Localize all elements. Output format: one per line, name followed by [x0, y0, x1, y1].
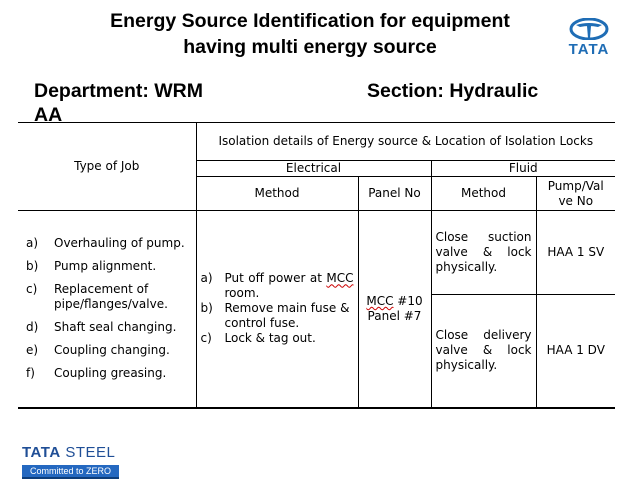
job-list-cell: [18, 211, 196, 408]
tata-steel-footer-logo: [22, 444, 119, 479]
department-label: Department: WRM: [34, 80, 203, 102]
type-of-job-header: Type of Job: [18, 123, 196, 211]
fluid-method-suction: Close suction valve & lock physically.: [431, 211, 536, 295]
list-item: a) Overhauling of pump.: [26, 236, 185, 251]
fluid-method-delivery: Close delivery valve & lock physically.: [431, 295, 536, 408]
panel-no-header: Panel No: [358, 177, 431, 211]
footer-tagline: Committed to ZERO: [22, 465, 119, 479]
footer-brand: TATA STEEL: [22, 444, 116, 461]
list-item: c) Replacement of pipe/flanges/valve.: [26, 282, 168, 312]
title-line-1: Energy Source Identification for equipment: [110, 10, 510, 32]
list-item: b) Pump alignment.: [26, 259, 157, 274]
title-line-2: having multi energy source: [183, 36, 437, 58]
department-continued: AA: [34, 104, 63, 126]
list-item: f) Coupling greasing.: [26, 366, 167, 381]
electrical-method-cell: [196, 211, 358, 408]
electrical-method-header: Method: [196, 177, 358, 211]
isolation-details-header: Isolation details of Energy source & Location of Isolation Locks: [196, 123, 615, 161]
pump-valve-suction: HAA 1 SV: [536, 211, 615, 295]
slide-title: [60, 8, 560, 60]
fluid-method-header: Method: [431, 177, 536, 211]
panel-no-cell: MCC #10 Panel #7: [358, 211, 431, 408]
pump-valve-delivery: HAA 1 DV: [536, 295, 615, 408]
list-item: b) Remove main fuse & control fuse.: [200, 301, 350, 331]
electrical-header: Electrical: [196, 161, 431, 177]
list-item: c) Lock & tag out.: [200, 331, 316, 346]
isolation-table: [18, 122, 615, 409]
list-item: a) Put off power at MCC room.: [200, 271, 354, 301]
fluid-header: Fluid: [431, 161, 615, 177]
job-list: [26, 236, 192, 381]
list-item: d) Shaft seal changing.: [26, 320, 177, 335]
section-label: Section: Hydraulic: [367, 80, 539, 102]
tata-logo-icon: [569, 18, 609, 40]
tata-logo: [566, 18, 612, 58]
tata-logo-text: TATA: [568, 41, 610, 58]
list-item: e) Coupling changing.: [26, 343, 170, 358]
pump-valve-no-header: Pump/Val ve No: [536, 177, 615, 211]
electrical-method-list: [201, 271, 354, 346]
